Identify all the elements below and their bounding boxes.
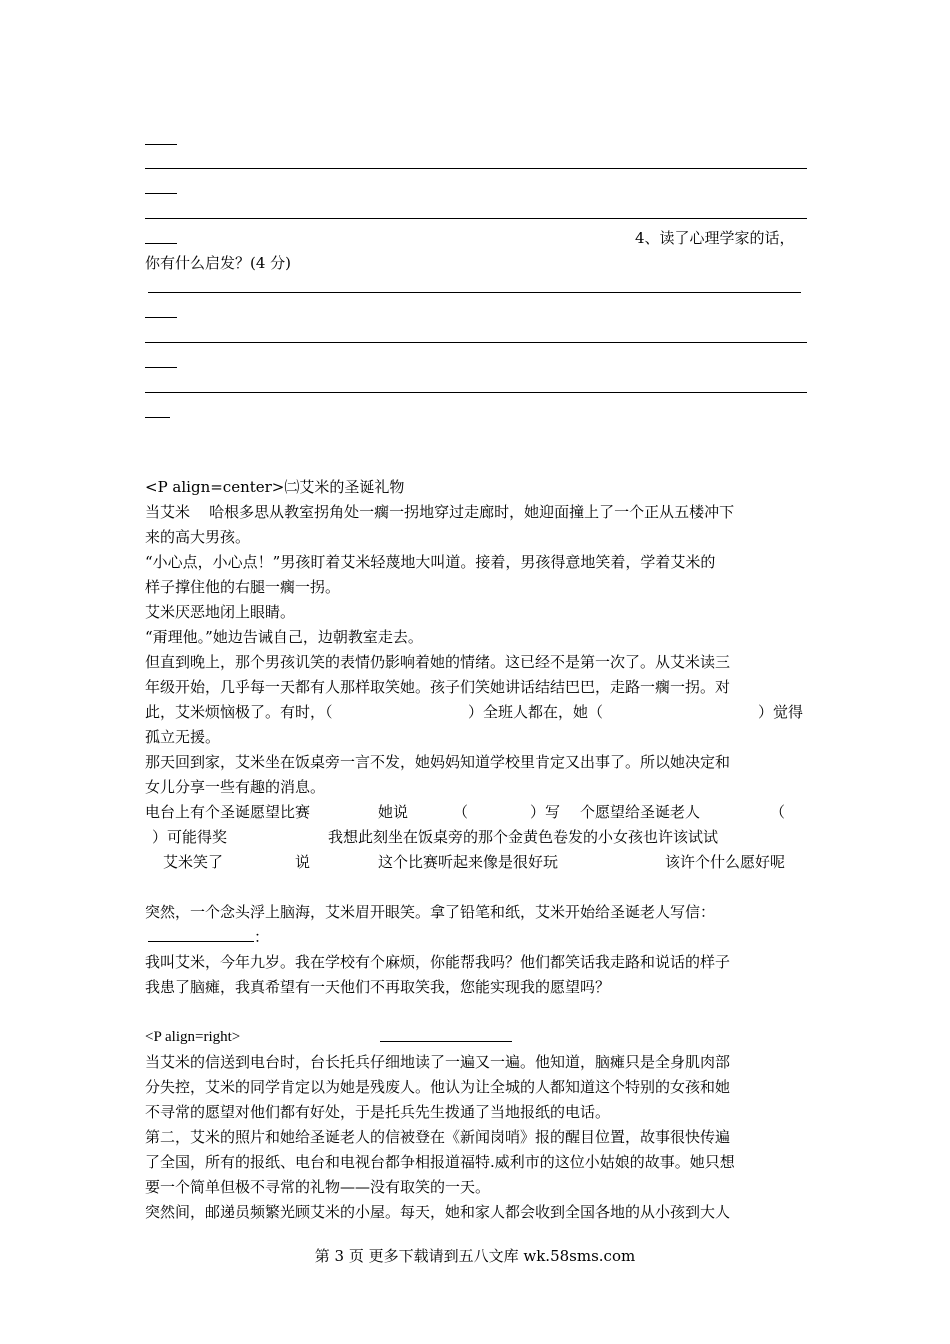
page-footer: 第 3 页 更多下载请到五八文库 wk.58sms.com	[314, 1247, 636, 1265]
punctuation-fragment: 该许个什么愿好呢	[665, 853, 786, 871]
answer-line	[145, 193, 177, 194]
story-paragraph: 年级开始，几乎每一天都有人那样取笑她。孩子们笑她讲话结结巴巴，走路一瘸一拐。对	[145, 678, 731, 696]
answer-line	[145, 243, 177, 244]
story-paragraph: 突然，一个念头浮上脑海，艾米眉开眼笑。拿了铅笔和纸，艾米开始给圣诞老人写信：	[145, 903, 716, 921]
question-4-prompt: 4、读了心理学家的话，	[635, 229, 795, 247]
story-paragraph: 当艾米的信送到电台时，台长托兵仔细地读了一遍又一遍。他知道，脑瘫只是全身肌肉部	[145, 1053, 731, 1071]
salutation-colon: ：	[254, 928, 270, 946]
story-title: <P align=center>㈡艾米的圣诞礼物	[145, 478, 405, 496]
fill-blank-line: ）全班人都在，她（	[468, 703, 604, 721]
story-paragraph: 但直到晚上，那个男孩讥笑的表情仍影响着她的情绪。这已经不是第一次了。从艾米读三	[145, 653, 731, 671]
letter-text: 我叫艾米，今年九岁。我在学校有个麻烦，你能帮我吗？他们都笑话我走路和说话的样子	[145, 953, 731, 971]
fill-blank-line: 此，艾米烦恼极了。有时，（	[145, 703, 333, 721]
answer-line	[148, 292, 801, 293]
signature-line-tag: <P align=right>	[145, 1029, 241, 1045]
story-paragraph: 当艾米 哈根多思从教室拐角处一瘸一拐地穿过走廊时，她迎面撞上了一个正从五楼冲下	[145, 503, 735, 521]
answer-line	[145, 392, 807, 393]
punctuation-fragment: （	[770, 803, 786, 821]
punctuation-fragment: 说	[295, 853, 311, 871]
answer-line	[145, 342, 807, 343]
story-paragraph: 样子撑住他的右腿一瘸一拐。	[145, 578, 341, 596]
story-paragraph: 第二，艾米的照片和她给圣诞老人的信被登在《新闻岗哨》报的醒目位置，故事很快传遍	[145, 1128, 731, 1146]
salutation-blank	[148, 941, 254, 942]
story-paragraph: 孤立无援。	[145, 728, 221, 746]
punctuation-fragment: 这个比赛听起来像是很好玩	[378, 853, 559, 871]
story-paragraph: 来的高大男孩。	[145, 528, 251, 546]
punctuation-fragment: 电台上有个圣诞愿望比赛	[145, 803, 311, 821]
answer-line	[145, 367, 177, 368]
answer-line	[145, 144, 177, 145]
signature-blank	[380, 1041, 512, 1042]
punctuation-fragment: ）可能得奖	[152, 828, 228, 846]
punctuation-fragment: ）写	[530, 803, 561, 821]
punctuation-fragment: 她说	[378, 803, 409, 821]
story-paragraph: 了全国，所有的报纸、电台和电视台都争相报道福特.威利市的这位小姑娘的故事。她只想	[145, 1153, 735, 1171]
story-paragraph: 突然间，邮递员频繁光顾艾米的小屋。每天，她和家人都会收到全国各地的从小孩到大人	[145, 1203, 731, 1221]
story-paragraph: 女儿分享一些有趣的消息。	[145, 778, 326, 796]
answer-line	[145, 317, 177, 318]
answer-line	[145, 168, 807, 169]
story-paragraph: 不寻常的愿望对他们都有好处，于是托兵先生拨通了当地报纸的电话。	[145, 1103, 611, 1121]
answer-line	[145, 417, 170, 418]
punctuation-fragment: 我想此刻坐在饭桌旁的那个金黄色卷发的小女孩也许该试试	[328, 828, 719, 846]
story-paragraph: “甭理他。”她边告诫自己，边朝教室走去。	[145, 628, 423, 646]
question-4-prompt-cont: 你有什么启发？(4 分)	[145, 254, 292, 272]
story-paragraph: 要一个简单但极不寻常的礼物——没有取笑的一天。	[145, 1178, 491, 1196]
punctuation-fragment: 个愿望给圣诞老人	[580, 803, 701, 821]
story-paragraph: 艾米厌恶地闭上眼睛。	[145, 603, 296, 621]
fill-blank-line: ）觉得	[758, 703, 804, 721]
answer-line	[145, 218, 807, 219]
story-paragraph: 分失控，艾米的同学肯定以为她是残废人。他认为让全城的人都知道这个特别的女孩和她	[145, 1078, 731, 1096]
story-paragraph: 那天回到家，艾米坐在饭桌旁一言不发，她妈妈知道学校里肯定又出事了。所以她决定和	[145, 753, 731, 771]
punctuation-fragment: （	[453, 803, 469, 821]
story-paragraph: “小心点，小心点！”男孩盯着艾米轻蔑地大叫道。接着，男孩得意地笑着，学着艾米的	[145, 553, 716, 571]
letter-text: 我患了脑瘫，我真希望有一天他们不再取笑我，您能实现我的愿望吗？	[145, 978, 611, 996]
punctuation-fragment: 艾米笑了	[163, 853, 224, 871]
